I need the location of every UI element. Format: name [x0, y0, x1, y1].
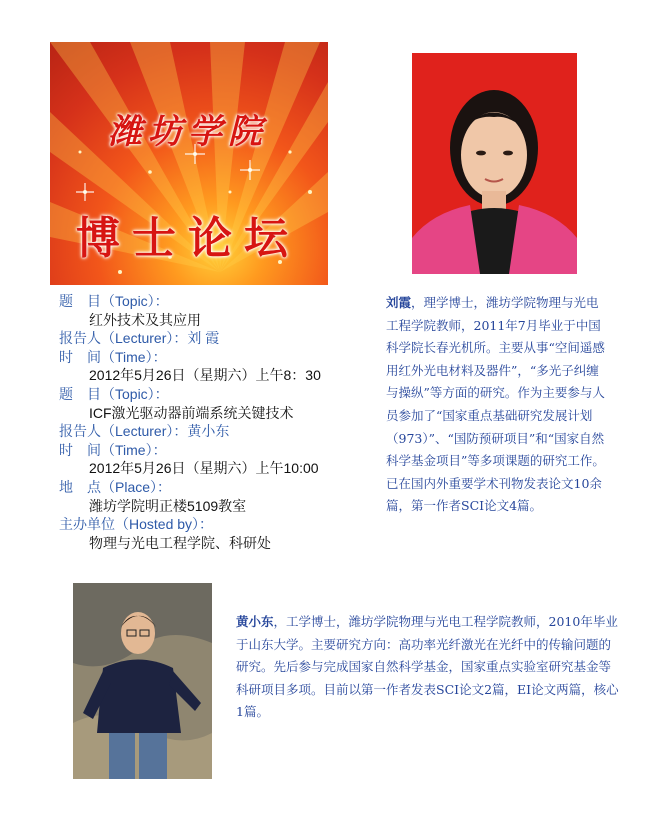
bio-huang-text: ，工学博士，潍坊学院物理与光电工程学院教师，2010年毕业于山东大学。主要研究方向：高功率光纤激光在光纤中的传输问题的研究。先后参与完成国家自然科学基金，国家重点实验室研究基金等科研项目多项。目前以第一作者发表SCI论文2篇，EI论文两篇，核心1篇。 [236, 614, 619, 720]
place-value: 潍坊学院明正楼5109教室 [89, 497, 247, 514]
lecturer-photo-huang [73, 583, 212, 779]
host-value: 物理与光电工程学院、科研处 [89, 534, 271, 551]
host-label: 主办单位（Hosted by）： [59, 516, 214, 533]
time-value-1: 2012年5月26日（星期六）上午8：30 [89, 367, 321, 384]
bio-liu-text: ，理学博士，潍坊学院物理与光电工程学院教师，2011年7月毕业于中国科学院长春光机所。主要从事“空间遥感用红外光电材料及器件”，“多光子纠缠与操纵”等方面的研究。作为主要参与人员参加了“国家重点基础研究发展计划（973）”、“国防预研项目”和“国家自然科学基金项目”等多项课题的研究工作。已在国内外重要学术刊物发表论文10余篇，第一作者SCI论文4篇。 [386, 295, 605, 514]
bio-huang [236, 611, 622, 724]
topic-value-2: ICF激光驱动器前端系统关键技术 [89, 404, 294, 421]
topic-value-1: 红外技术及其应用 [89, 311, 201, 328]
topic-label-1: 题 目（Topic）： [59, 293, 169, 309]
bio-huang-name: 黄小东 [236, 614, 274, 629]
lecturer-photo-liu [412, 53, 577, 274]
topic-label-2: 题 目（Topic）： [59, 385, 169, 402]
time-value-2: 2012年5月26日（星期六）上午10:00 [89, 460, 319, 477]
time-label-1: 时 间（Time）： [59, 348, 167, 365]
lecturer-line-2: 报告人（Lecturer）：黄小东 [59, 423, 230, 440]
banner-college-name: 潍坊学院 [108, 112, 268, 152]
time-label-2: 时 间（Time）： [59, 441, 167, 458]
banner-forum-title: 博士论坛 [76, 213, 300, 264]
bio-liu [386, 292, 608, 518]
lecture-info [59, 292, 379, 552]
place-label: 地 点（Place）： [59, 478, 172, 495]
lecturer-line-1: 报告人（Lecturer）：刘 霞 [59, 330, 220, 347]
forum-banner [50, 42, 328, 285]
bio-liu-name: 刘霞 [386, 295, 412, 310]
